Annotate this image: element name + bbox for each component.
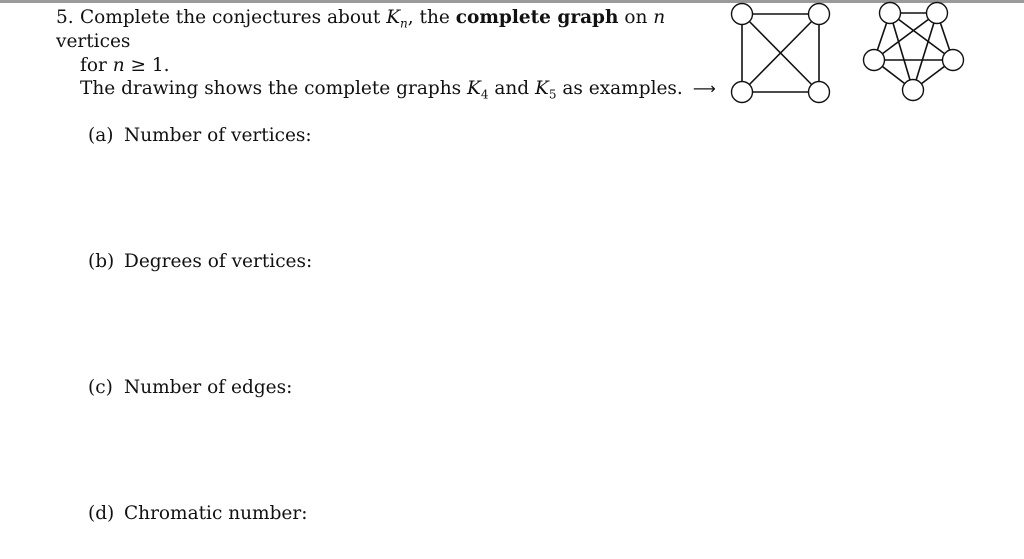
k5-graph-drawing — [852, 0, 972, 110]
part-b-label: (b) — [88, 251, 115, 272]
k4-base: K — [466, 78, 481, 99]
k5-vertex — [943, 50, 964, 71]
part-a — [88, 124, 312, 148]
part-c-text: Number of edges: — [124, 377, 293, 398]
part-c — [88, 376, 292, 400]
problem-line-2 — [56, 54, 721, 78]
problem-text-vertices: vertices — [56, 31, 131, 52]
k5-base: K — [535, 78, 549, 99]
k5-vertex — [880, 3, 901, 24]
part-d-label: (d) — [88, 503, 115, 524]
right-arrow-icon: ⟶ — [692, 79, 716, 98]
n-variable: n — [653, 7, 666, 28]
problem-line-1 — [56, 6, 721, 54]
kn-base: K — [386, 7, 401, 28]
k5-edge — [913, 13, 937, 90]
problem-text-comma: , the — [407, 7, 456, 28]
k4-vertex — [809, 82, 830, 103]
part-b — [88, 250, 312, 274]
k5-symbol — [535, 78, 557, 102]
problem-number: 5. — [56, 7, 74, 28]
note-text-start: The drawing shows the complete graphs — [80, 78, 467, 99]
part-d-text: Chromatic number: — [124, 503, 308, 524]
problem-text-start: Complete the conjectures about — [80, 7, 387, 28]
part-a-label: (a) — [88, 125, 114, 146]
line2-start: for — [80, 55, 113, 76]
part-a-text: Number of vertices: — [124, 125, 312, 146]
line2-n-variable: n — [112, 55, 125, 76]
k4-vertex — [809, 4, 830, 25]
k4-graph-drawing — [722, 0, 842, 110]
k5-vertex — [864, 50, 885, 71]
k4-subscript: 4 — [480, 87, 489, 102]
k5-vertex — [927, 3, 948, 24]
kn-symbol — [386, 7, 408, 31]
kn-subscript: n — [400, 16, 408, 31]
k5-edge — [890, 13, 913, 90]
problem-text-end: on — [618, 7, 654, 28]
part-d — [88, 502, 307, 526]
k4-vertex — [732, 4, 753, 25]
part-c-label: (c) — [88, 377, 113, 398]
line2-rest: ≥ 1. — [124, 55, 170, 76]
problem-statement — [56, 6, 721, 78]
examples-note — [80, 77, 716, 101]
part-b-text: Degrees of vertices: — [124, 251, 313, 272]
k4-symbol — [466, 78, 489, 102]
k5-vertex — [903, 80, 924, 101]
complete-graph-term: complete graph — [455, 7, 619, 28]
note-text-mid: and — [488, 78, 536, 99]
k4-vertex — [732, 82, 753, 103]
note-text-end: as examples. — [556, 78, 683, 99]
k5-subscript: 5 — [548, 87, 557, 102]
